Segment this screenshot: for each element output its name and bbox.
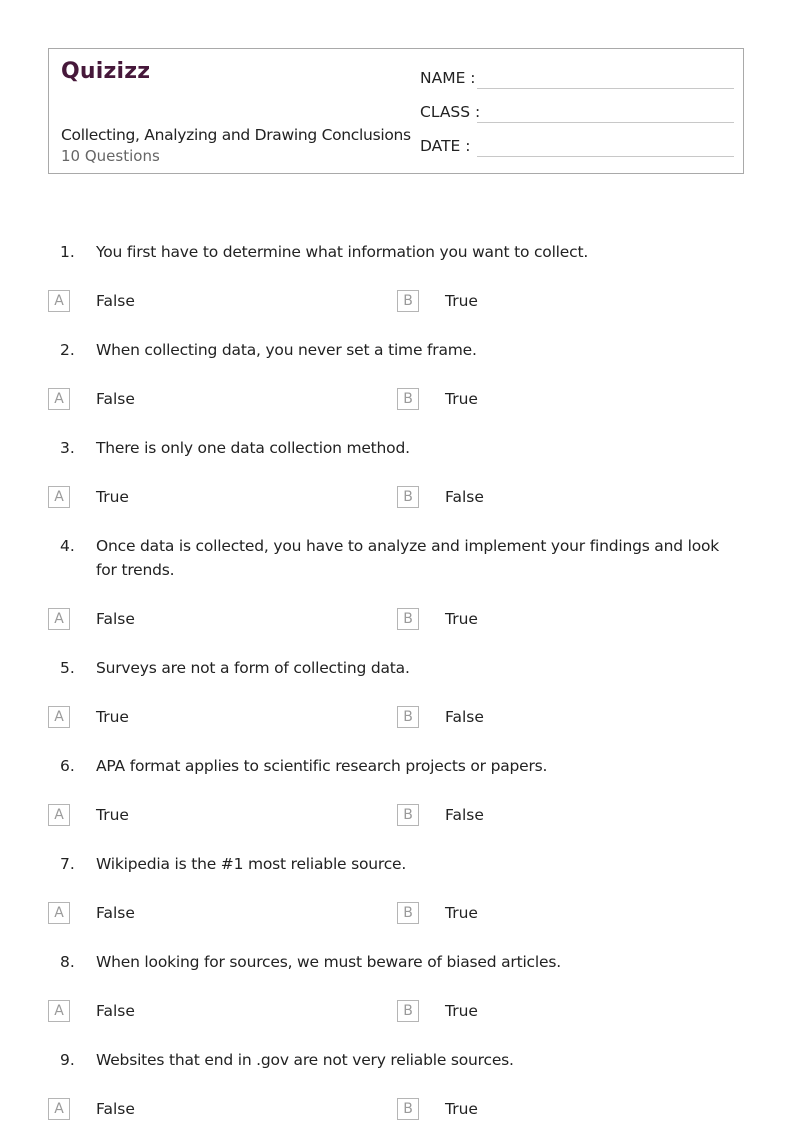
question-text: You first have to determine what information you want to collect. — [96, 243, 589, 261]
question-text: When looking for sources, we must beware of biased articles. — [96, 953, 561, 971]
question-number: 1. — [60, 243, 75, 261]
question-6-options — [0, 804, 794, 828]
date-line — [477, 156, 734, 157]
question-7-options — [0, 902, 794, 926]
question-text: When collecting data, you never set a time frame. — [96, 341, 477, 359]
question-number: 8. — [60, 953, 75, 971]
option-b-text: False — [445, 708, 484, 726]
question-2-options — [0, 388, 794, 412]
option-a-box[interactable]: A — [48, 1098, 70, 1120]
question-number: 3. — [60, 439, 75, 457]
option-b-box[interactable]: B — [397, 388, 419, 410]
option-b-text: True — [445, 1002, 478, 1020]
option-a-box[interactable]: A — [48, 486, 70, 508]
question-text: There is only one data collection method. — [96, 439, 410, 457]
option-b-box[interactable]: B — [397, 1098, 419, 1120]
worksheet-title: Collecting, Analyzing and Drawing Conclusions — [61, 126, 411, 144]
question-text: Once data is collected, you have to analyze and implement your findings and look for trends. — [96, 537, 720, 579]
question-count: 10 Questions — [61, 147, 160, 165]
option-b-text: False — [445, 806, 484, 824]
option-b-text: True — [445, 292, 478, 310]
class-line — [477, 122, 734, 123]
option-a-text: True — [96, 806, 129, 824]
question-number: 7. — [60, 855, 75, 873]
option-a-text: False — [96, 292, 135, 310]
question-number: 2. — [60, 341, 75, 359]
option-b-box[interactable]: B — [397, 804, 419, 826]
option-b-text: True — [445, 904, 478, 922]
class-label: CLASS : — [420, 103, 481, 121]
option-a-text: False — [96, 1002, 135, 1020]
option-a-box[interactable]: A — [48, 1000, 70, 1022]
option-b-text: True — [445, 1100, 478, 1118]
class-field — [420, 101, 734, 123]
option-a-text: False — [96, 1100, 135, 1118]
date-label: DATE : — [420, 137, 471, 155]
question-number: 4. — [60, 537, 75, 555]
option-b-text: True — [445, 610, 478, 628]
name-label: NAME : — [420, 69, 476, 87]
question-5-options — [0, 706, 794, 730]
option-a-text: False — [96, 390, 135, 408]
option-b-box[interactable]: B — [397, 902, 419, 924]
option-a-box[interactable]: A — [48, 706, 70, 728]
question-1-options — [0, 290, 794, 314]
question-number: 5. — [60, 659, 75, 677]
question-text: Wikipedia is the #1 most reliable source. — [96, 855, 407, 873]
option-a-text: True — [96, 708, 129, 726]
option-a-box[interactable]: A — [48, 902, 70, 924]
quizizz-logo: Quizizz — [61, 59, 151, 84]
question-number: 9. — [60, 1051, 75, 1069]
question-text: Websites that end in .gov are not very reliable sources. — [96, 1051, 514, 1069]
option-b-text: False — [445, 488, 484, 506]
question-4-options — [0, 608, 794, 632]
option-a-text: True — [96, 488, 129, 506]
option-a-box[interactable]: A — [48, 804, 70, 826]
worksheet-header — [48, 48, 744, 174]
name-field — [420, 67, 734, 89]
question-text: APA format applies to scientific research projects or papers. — [96, 757, 548, 775]
option-b-box[interactable]: B — [397, 486, 419, 508]
name-line — [477, 88, 734, 89]
question-text: Surveys are not a form of collecting data. — [96, 659, 410, 677]
option-b-box[interactable]: B — [397, 290, 419, 312]
option-b-box[interactable]: B — [397, 1000, 419, 1022]
option-b-text: True — [445, 390, 478, 408]
option-a-text: False — [96, 610, 135, 628]
option-a-box[interactable]: A — [48, 608, 70, 630]
option-b-box[interactable]: B — [397, 706, 419, 728]
option-a-box[interactable]: A — [48, 290, 70, 312]
option-a-text: False — [96, 904, 135, 922]
option-a-box[interactable]: A — [48, 388, 70, 410]
question-9-options — [0, 1098, 794, 1122]
date-field — [420, 135, 734, 157]
question-8-options — [0, 1000, 794, 1024]
option-b-box[interactable]: B — [397, 608, 419, 630]
question-number: 6. — [60, 757, 75, 775]
question-3-options — [0, 486, 794, 510]
